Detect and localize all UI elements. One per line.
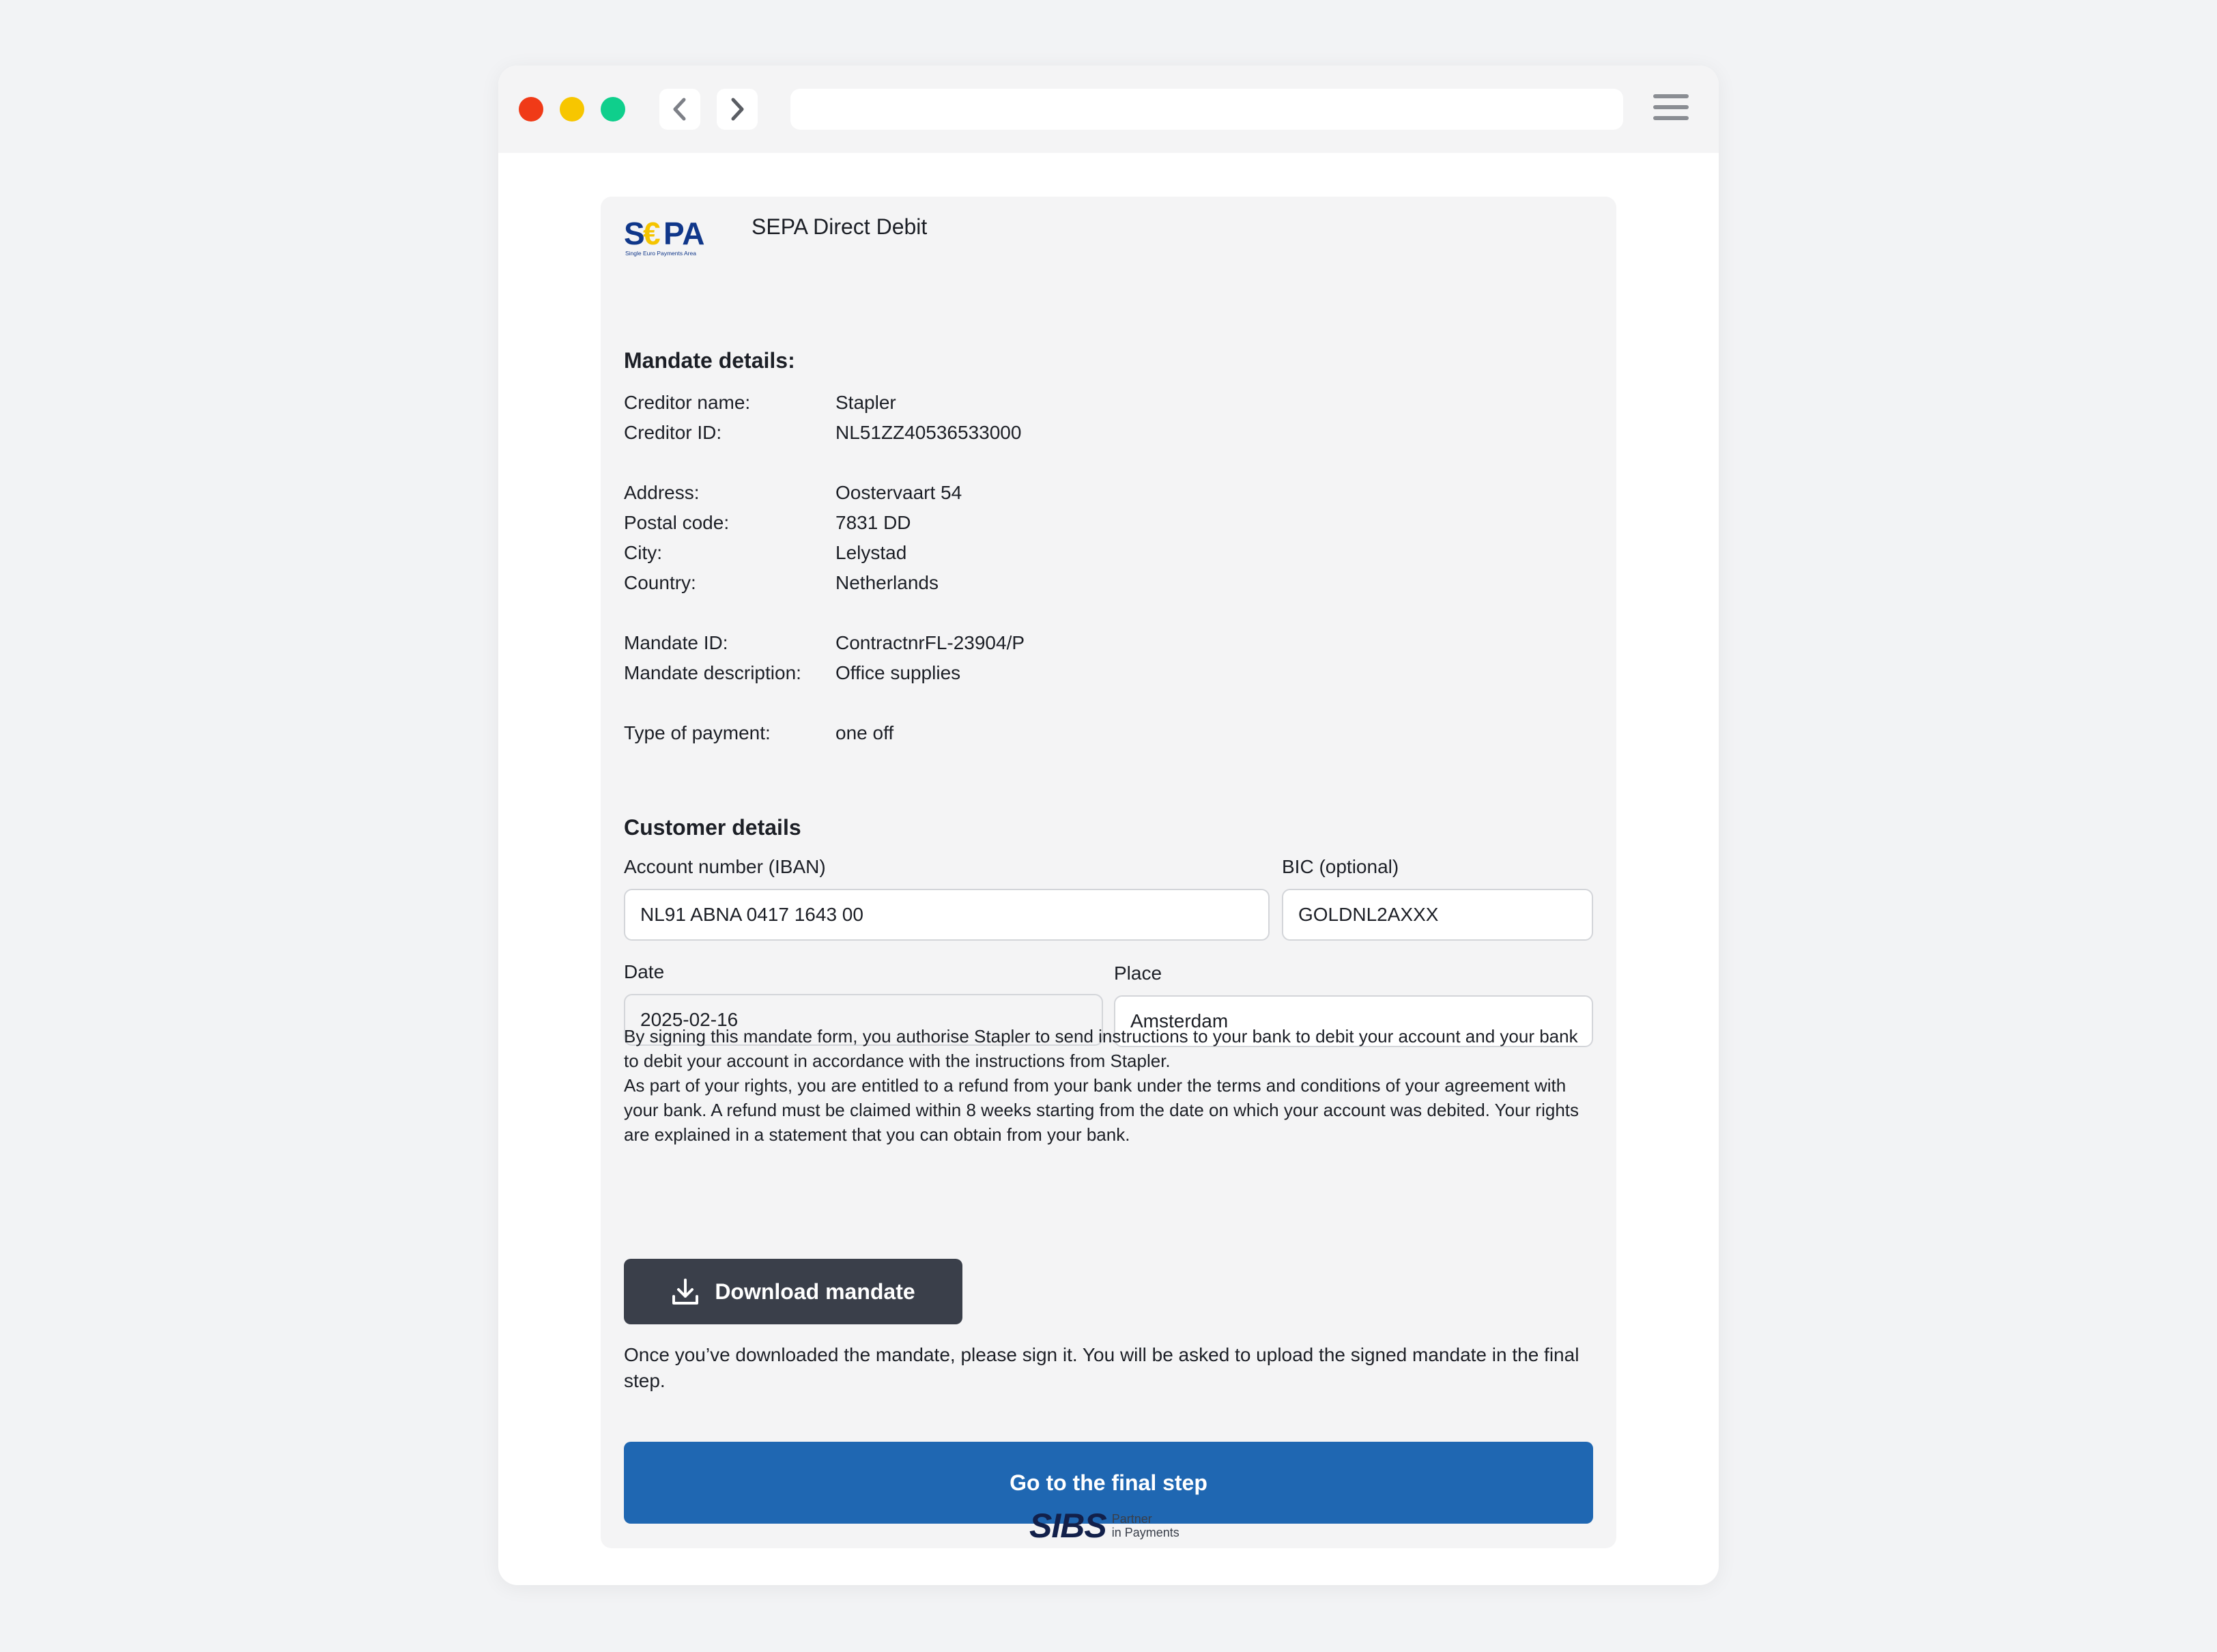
date-label: Date	[624, 961, 665, 982]
mandate-card: S € PA Single Euro Payments Area SEPA Direct Debit Mandate details: Creditor name: Stapler Creditor ID: NL51ZZ40536533000 Address: Oostervaart 54 Postal code: 7831 DD City: Lelystad Country: Netherlands Mandate ID: ContractnrFL-23904/P Mandate description: Office supplies Type of payment: one off Customer details Account number (IBAN) NL91 ABNA 0417 1643 00 BIC (optional) GOLDNL2AXXX Date 2025-02-16 Place Amsterdam By signing this mandate form, you authorise Stapler to send instructions to your bank to debit your account and your bank to debit your account in accordance with the instructions from Stapler. As part of your rights, you are entitled to a refund from your bank under the terms and conditions of your agreement with your bank. A refund must be claimed within 8 weeks starting from the date on which your account was debited. Your rights are explained in a statement that you can obtain from your bank. Download mandate Once you’ve downloaded the mandate, please sign it. You will be asked to upload the signed mandate in the final step. Go to the final step	[601, 197, 1616, 1548]
address-bar[interactable]	[790, 89, 1623, 130]
place-input[interactable]: Amsterdam	[1114, 995, 1593, 1047]
bic-input[interactable]: GOLDNL2AXXX	[1282, 889, 1593, 941]
close-window-button[interactable]	[519, 97, 543, 122]
download-instructions: Once you’ve downloaded the mandate, please sign it. You will be asked to upload the signed mandate in the final step.	[624, 1344, 1579, 1391]
download-icon	[671, 1277, 700, 1306]
browser-toolbar	[498, 66, 1719, 153]
sibs-footer-logo: SIBS Partner in Payments	[1029, 1507, 1179, 1545]
chevron-left-icon	[670, 97, 689, 122]
download-mandate-button[interactable]: Download mandate	[624, 1259, 962, 1324]
back-button[interactable]	[659, 89, 700, 130]
page-title: SEPA Direct Debit	[752, 214, 928, 239]
sepa-logo	[624, 212, 709, 261]
mandate-legal-text: By signing this mandate form, you authorise Stapler to send instructions to your bank to debit your account and your bank to debit your account in accordance with the instructions from Stapler. As part of your rights, you are entitled to a refund from your bank under the terms and conditions of your agreement with your bank. A refund must be claimed within 8 weeks starting from the date on which your account was debited. Your rights are explained in a statement that you can obtain from your bank.	[624, 1026, 1579, 1145]
browser-window	[498, 66, 1719, 1585]
svg-text:S: S	[624, 216, 645, 251]
go-to-final-step-button[interactable]: Go to the final step	[624, 1442, 1593, 1524]
chevron-right-icon	[728, 97, 747, 122]
mandate-details-heading: Mandate details:	[624, 348, 795, 373]
svg-text:PA: PA	[663, 216, 705, 251]
maximize-window-button[interactable]	[601, 97, 625, 122]
minimize-window-button[interactable]	[560, 97, 584, 122]
svg-text:Single Euro Payments Area: Single Euro Payments Area	[625, 250, 696, 257]
iban-label: Account number (IBAN)	[624, 856, 826, 877]
forward-button[interactable]	[717, 89, 758, 130]
svg-text:€: €	[643, 216, 661, 251]
customer-details-heading: Customer details	[624, 815, 801, 840]
date-input[interactable]: 2025-02-16	[624, 994, 1103, 1046]
iban-input[interactable]: NL91 ABNA 0417 1643 00	[624, 889, 1270, 941]
hamburger-menu-icon[interactable]	[1653, 94, 1689, 124]
place-label: Place	[1114, 963, 1162, 984]
bic-label: BIC (optional)	[1282, 856, 1399, 877]
